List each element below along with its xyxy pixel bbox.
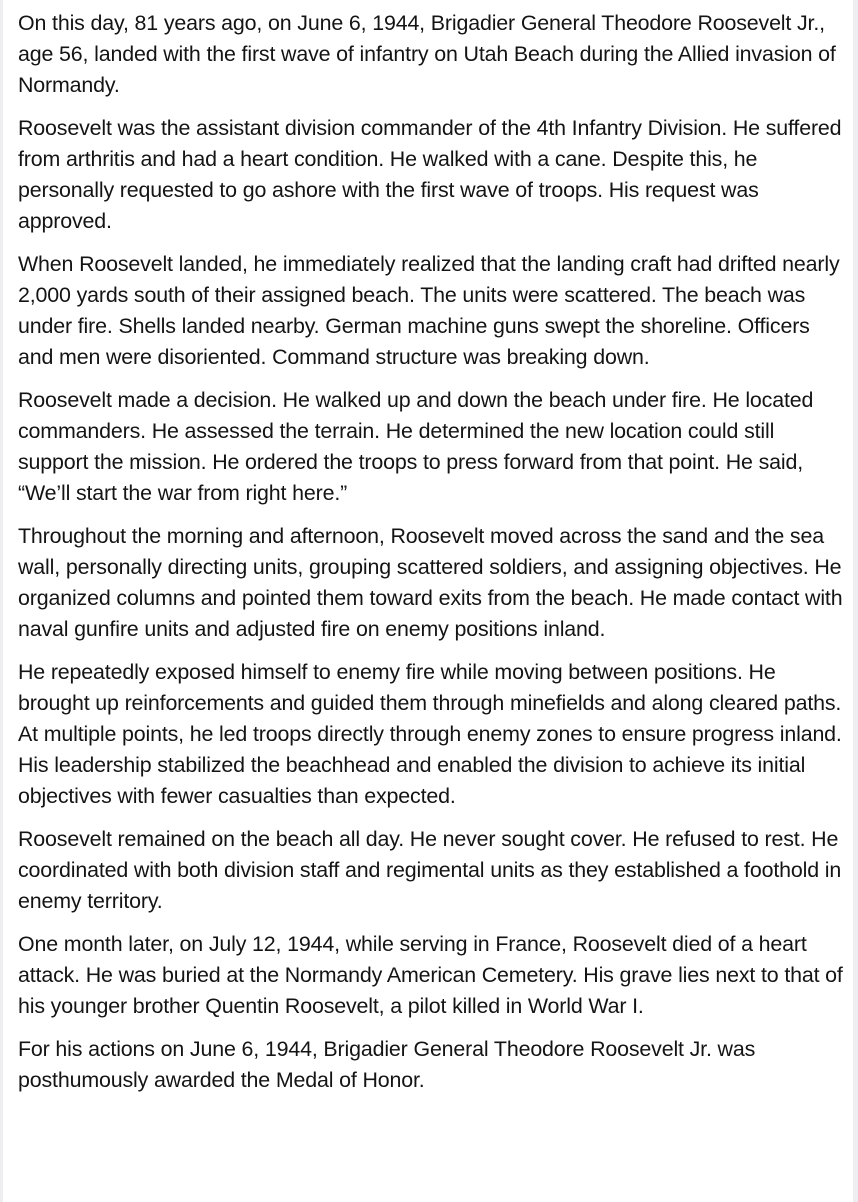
paragraph-directing-units: Throughout the morning and afternoon, Roosevelt moved across the sand and the sea wall, personally directing units, grouping scattered soldiers, and assigning objectives. He organized columns and pointed them toward exits from the beach. He made contact with naval gunfire units and adjusted fire on enemy positions inland.	[18, 524, 843, 641]
paragraph-decision: Roosevelt made a decision. He walked up and down the beach under fire. He located commanders. He assessed the terrain. He determined the new location could still support the mission. He ordered the troops to press forward from that point. He said, “We’ll start the war from right here.”	[18, 388, 814, 505]
paragraph-all-day: Roosevelt remained on the beach all day. He never sought cover. He refused to rest. He coordinated with both division staff and regimental units as they established a foothold in enemy territory.	[18, 827, 842, 913]
paragraph-exposure: He repeatedly exposed himself to enemy fire while moving between positions. He brought up reinforcements and guided them through minefields and along cleared paths. At multiple points, he led troops directly through enemy zones to ensure progress inland. His leadership stabilized the beachhead and enabled the division to achieve its initial objectives with fewer casualties than expected.	[18, 660, 842, 808]
paragraph-intro: On this day, 81 years ago, on June 6, 1944, Brigadier General Theodore Roosevelt Jr., age 56, landed with the first wave of infantry on Utah Beach during the Allied invasion of Normandy.	[18, 11, 836, 97]
paragraph-background: Roosevelt was the assistant division commander of the 4th Infantry Division. He suffered from arthritis and had a heart condition. He walked with a cane. Despite this, he personally requested to go ashore with the first wave of troops. His request was approved.	[18, 116, 842, 233]
right-edge-divider	[853, 0, 858, 1202]
paragraph-medal: For his actions on June 6, 1944, Brigadier General Theodore Roosevelt Jr. was posthumously awarded the Medal of Honor.	[18, 1037, 756, 1092]
post-body	[18, 8, 850, 1108]
left-edge-divider	[0, 0, 3, 1202]
paragraph-landing: When Roosevelt landed, he immediately realized that the landing craft had drifted nearly 2,000 yards south of their assigned beach. The units were scattered. The beach was under fire. Shells landed nearby. German machine guns swept the shoreline. Officers and men were disoriented. Command structure was breaking down.	[18, 252, 840, 369]
paragraph-death: One month later, on July 12, 1944, while serving in France, Roosevelt died of a heart attack. He was buried at the Normandy American Cemetery. His grave lies next to that of his younger brother Quentin Roosevelt, a pilot killed in World War I.	[18, 932, 843, 1018]
